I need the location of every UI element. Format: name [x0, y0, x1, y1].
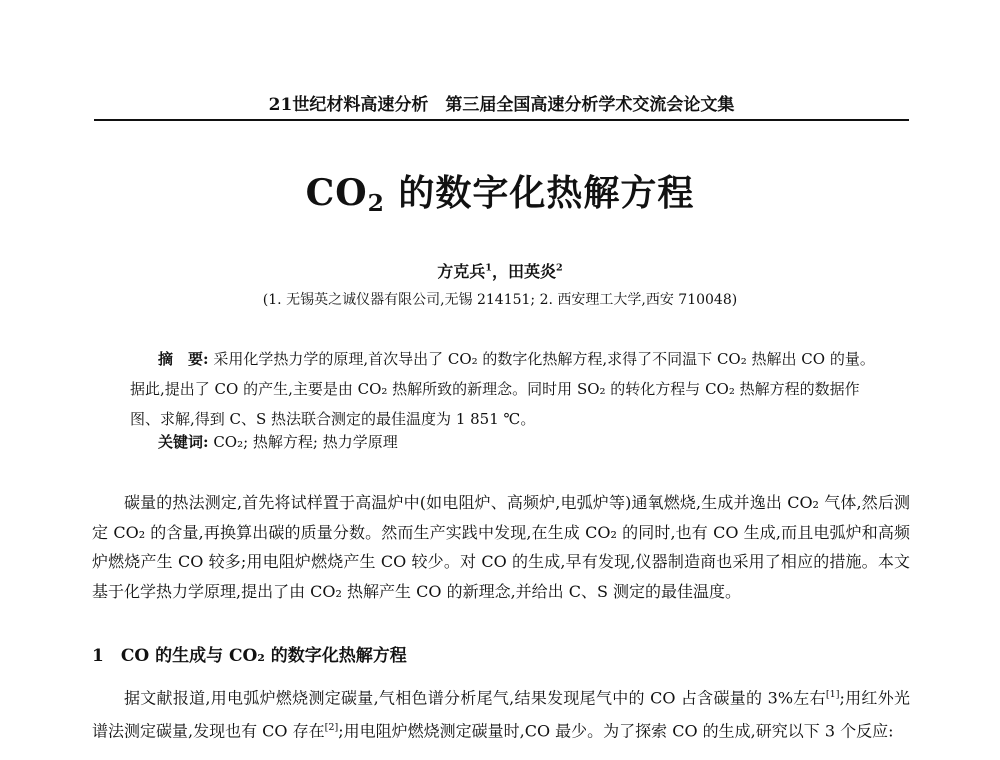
keywords — [158, 431, 398, 452]
author-1: 方克兵 — [437, 262, 486, 281]
intro-paragraph: 碳量的热法测定,首先将试样置于高温炉中(如电阻炉、高频炉,电弧炉等)通氧燃烧,生成并逸出 CO₂ 气体,然后测定 CO₂ 的含量,再换算出碳的质量分数。然而生产实践中发现,在生成 CO₂ 的同时,也有 CO 生成,而且电弧炉和高频炉燃烧产生 CO 较多;用电阻炉燃烧产生 CO 较少。对 CO 的生成,早有发现,仪器制造商也采用了相应的措施。本文基于化学热力学原理,提出了由 CO₂ 热解产生 CO 的新理念,并给出 C、S 测定的最佳温度。 — [92, 493, 910, 601]
section-1-paragraph: 据文献报道,用电弧炉燃烧测定碳量,气相色谱分析尾气,结果发现尾气中的 CO 占含碳量的 3%左右[1];用红外光谱法测定碳量,发现也有 CO 存在[2];用电阻炉燃烧测定碳量时,CO 最少。为了探索 CO 的生成,研究以下 3 个反应: — [92, 688, 910, 741]
keywords-label: 关键词: — [158, 433, 209, 451]
author-2: 田英炎 — [508, 262, 557, 281]
affiliation: (1. 无锡英之诚仪器有限公司,无锡 214151; 2. 西安理工大学,西安 710048) — [262, 292, 738, 308]
paper-title: $CO_2$ 的数字化热解方程 — [305, 172, 695, 217]
citation-2: [2] — [324, 721, 339, 733]
citation-1: [1] — [825, 689, 840, 700]
author-line: 方克兵$^1$，田英炎$^2$ — [437, 262, 563, 281]
abstract — [130, 344, 875, 434]
abstract-label: 摘 要: — [158, 350, 209, 368]
abstract-text: 采用化学热力学的原理,首次导出了 CO₂ 的数字化热解方程,求得了不同温下 CO₂ 热解出 CO 的量。据此,提出了 CO 的产生,主要是由 CO₂ 热解所致的新理念。同时用 SO₂ 的转化方程与 CO₂ 热解方程的数据作图、求解,得到 C、S 热法联合测定的最佳温度为 1 851 ℃。 — [130, 350, 875, 428]
running-header: 21世纪材料高速分析 第三届全国高速分析学术交流会论文集 — [94, 90, 909, 121]
keywords-text: CO₂; 热解方程; 热力学原理 — [208, 433, 398, 451]
section-heading-1: 1 CO 的生成与 CO₂ 的数字化热解方程 — [92, 646, 407, 666]
